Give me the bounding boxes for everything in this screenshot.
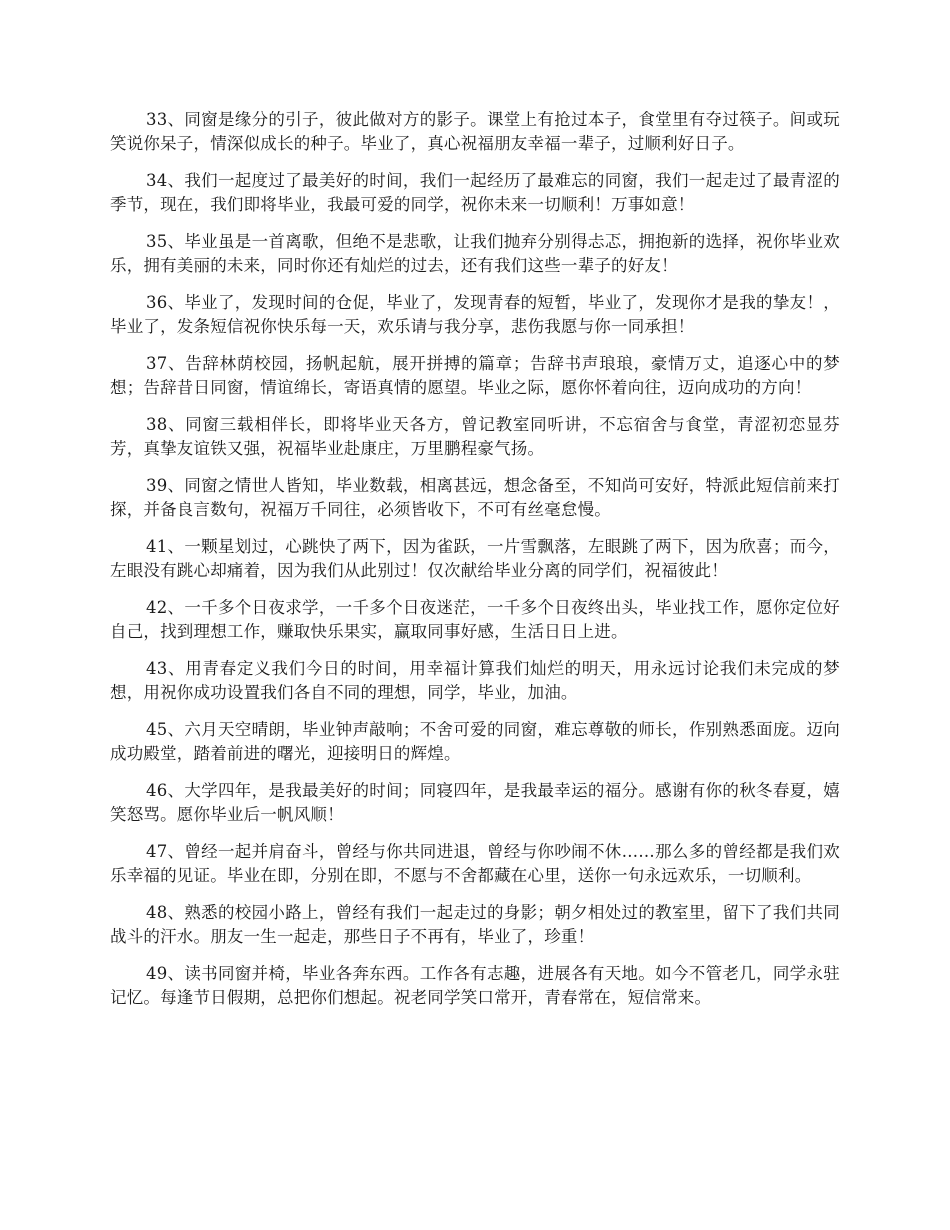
paragraph-43: 43、用青春定义我们今日的时间，用幸福计算我们灿烂的明天，用永远讨论我们未完成的梦想，用祝你成功设置我们各自不同的理想，同学，毕业，加油。 (110, 659, 840, 702)
paragraph-45: 45、六月天空晴朗，毕业钟声敲响；不舍可爱的同窗，难忘尊敬的师长，作别熟悉面庞。迈向成功殿堂，踏着前进的曙光，迎接明日的辉煌。 (110, 720, 840, 763)
paragraph-39: 39、同窗之情世人皆知，毕业数载，相离甚远，想念备至，不知尚可安好，特派此短信前来打探，并备良言数句，祝福万千同往，必须皆收下，不可有丝毫怠慢。 (110, 476, 840, 519)
paragraph-47: 47、曾经一起并肩奋斗，曾经与你共同进退，曾经与你吵闹不休……那么多的曾经都是我们欢乐幸福的见证。毕业在即，分别在即，不愿与不舍都藏在心里，送你一句永远欢乐，一切顺利。 (110, 842, 840, 885)
document-body (110, 108, 840, 1023)
paragraph-42: 42、一千多个日夜求学，一千多个日夜迷茫，一千多个日夜终出头，毕业找工作，愿你定位好自己，找到理想工作，赚取快乐果实，赢取同事好感，生活日日上进。 (110, 598, 840, 641)
paragraph-38: 38、同窗三载相伴长，即将毕业天各方，曾记教室同听讲，不忘宿舍与食堂，青涩初恋显芬芳，真挚友谊铁又强，祝福毕业赴康庄，万里鹏程豪气扬。 (110, 415, 840, 458)
paragraph-37: 37、告辞林荫校园，扬帆起航，展开拼搏的篇章；告辞书声琅琅，豪情万丈，追逐心中的梦想；告辞昔日同窗，情谊绵长，寄语真情的愿望。毕业之际，愿你怀着向往，迈向成功的方向！ (110, 354, 840, 397)
paragraph-48: 48、熟悉的校园小路上，曾经有我们一起走过的身影；朝夕相处过的教室里，留下了我们共同战斗的汗水。朋友一生一起走，那些日子不再有，毕业了，珍重！ (110, 903, 840, 946)
paragraph-41: 41、一颗星划过，心跳快了两下，因为雀跃，一片雪飘落，左眼跳了两下，因为欣喜；而今，左眼没有跳心却痛着，因为我们从此别过！仅次献给毕业分离的同学们，祝福彼此！ (110, 537, 840, 580)
paragraph-36: 36、毕业了，发现时间的仓促，毕业了，发现青春的短暂，毕业了，发现你才是我的挚友！，毕业了，发条短信祝你快乐每一天，欢乐请与我分享，悲伤我愿与你一同承担！ (110, 293, 840, 336)
paragraph-34: 34、我们一起度过了最美好的时间，我们一起经历了最难忘的同窗，我们一起走过了最青涩的季节，现在，我们即将毕业，我最可爱的同学，祝你未来一切顺利！万事如意！ (110, 171, 840, 214)
paragraph-33: 33、同窗是缘分的引子，彼此做对方的影子。课堂上有抢过本子，食堂里有夺过筷子。间或玩笑说你呆子，情深似成长的种子。毕业了，真心祝福朋友幸福一辈子，过顺利好日子。 (110, 110, 840, 153)
paragraph-46: 46、大学四年，是我最美好的时间；同寝四年，是我最幸运的福分。感谢有你的秋冬春夏，嬉笑怒骂。愿你毕业后一帆风顺！ (110, 781, 840, 824)
paragraph-35: 35、毕业虽是一首离歌，但绝不是悲歌，让我们抛弃分别得忐忑，拥抱新的选择，祝你毕业欢乐，拥有美丽的未来，同时你还有灿烂的过去，还有我们这些一辈子的好友！ (110, 232, 840, 275)
paragraph-49: 49、读书同窗并椅，毕业各奔东西。工作各有志趣，进展各有天地。如今不管老几，同学永驻记忆。每逢节日假期，总把你们想起。祝老同学笑口常开，青春常在，短信常来。 (110, 964, 840, 1007)
